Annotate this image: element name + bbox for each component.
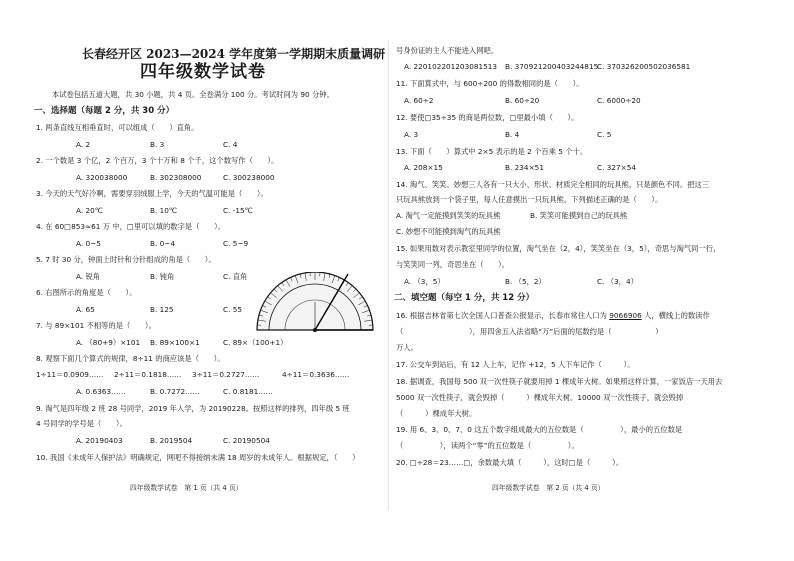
option: C. 300238000 [223, 173, 275, 182]
question-20: 20. □÷28＝23……□，余数最大填（ ），这时□是（ ）。 [396, 458, 624, 467]
option: A. 208×15 [404, 163, 443, 172]
exam-title: 四年级数学试卷 [140, 62, 266, 82]
population-number: 9066906 [609, 311, 642, 320]
option: C. 妙想不可能摸到淘气的玩具熊 [396, 227, 501, 236]
question-10: 10. 我国《未成年人保护法》明确规定，网吧不得接纳未满 18 周岁的未成年人。根据规定，（ ） [36, 453, 360, 462]
option: B. 370921200403244815 [505, 62, 599, 71]
question-2: 2. 一个数是 3 个亿，2 个百万，3 个十万和 8 个千，这个数写作（ ）。 [36, 156, 279, 165]
option: B. 3 [150, 140, 165, 149]
option: B. 60÷20 [505, 96, 540, 105]
q16-text-pre: 16. 根据吉林省第七次全国人口普查公报显示，长春市常住人口为 [396, 311, 610, 320]
option: C. 5 [597, 130, 612, 139]
option: B. （5，2） [505, 277, 546, 286]
option: C. 6000÷20 [597, 96, 641, 105]
question-19: 19. 用 6、3、0、7、0 这五个数字组成最大的五位数是（ ），最小的五位数是 [396, 425, 683, 434]
question-13: 13. 下面（ ）算式中 2×5 表示的是 2 个百乘 5 个十。 [396, 147, 588, 156]
page-footer-1: 四年级数学试卷 第 1 页（共 4 页） [130, 484, 243, 492]
option: A. 2 [76, 140, 91, 149]
exam-note: 本试卷包括五道大题，共 30 小题，共 4 页。全卷满分 100 分。考试时间为 90 分钟。 [52, 90, 334, 99]
pattern-item: 3÷11＝0.2727…… [192, 370, 260, 379]
option: B. 笑笑可能摸到自己的玩具熊 [530, 211, 628, 220]
question-14-cont: 只玩具熊放到一个袋子里，每人任意摸出一只玩具熊。下列描述正确的是（ ）。 [396, 195, 663, 204]
q16-text-post: 人，横线上的数读作 [641, 311, 710, 320]
option: C. 4 [223, 140, 238, 149]
option: B. 302308000 [150, 173, 202, 182]
option: A. 0.6363…… [76, 387, 126, 396]
question-18: 18. 据调查，我国每 500 双一次性筷子就要用掉 1 棵成年大树。如果照这样计算，一家饭店一天用去 [396, 377, 723, 386]
option: A. 0~5 [76, 239, 101, 248]
option: C. 20190504 [223, 436, 270, 445]
option: B. 0~4 [150, 239, 176, 248]
option: A. 65 [76, 305, 95, 314]
question-9: 9. 淘气是四年级 2 班 28 号同学，2019 年入学，为 20190228。按照这样的排列，四年级 5 班 [36, 404, 350, 413]
question-12: 12. 要使□35÷35 的商是两位数，□里最小填（ ）。 [396, 113, 579, 122]
option: C. （3，4） [597, 277, 638, 286]
question-18-end: （ ）棵成年大树。 [396, 409, 477, 418]
exam-header: 长春经开区 2023—2024 学年度第一学期期末质量调研 [82, 47, 386, 61]
question-15: 15. 如果用数对表示教室里同学的位置，淘气坐在（2，4），笑笑坐在（3，5），奇思与淘气同一行， [396, 244, 721, 253]
question-10-cont: 号身份证的主人不能进入网吧。 [396, 46, 499, 55]
option: B. 4 [505, 130, 520, 139]
question-11: 11. 下面算式中，与 600÷200 的得数相同的是（ ）。 [396, 79, 584, 88]
option: A. 淘气一定能摸到笑笑的玩具熊 [396, 211, 501, 220]
option: A. 320038000 [76, 173, 128, 182]
pattern-item: 1÷11＝0.0909…… [36, 370, 104, 379]
question-16-end: 万人。 [396, 343, 418, 352]
option: B. 10℃ [150, 206, 178, 215]
option: C. 327×54 [597, 163, 637, 172]
option: A. （3，5） [404, 277, 445, 286]
pattern-item: 2÷11＝0.1818…… [114, 370, 182, 379]
option: C. 55 [223, 305, 243, 314]
section-heading-fill: 二、填空题（每空 1 分，共 12 分） [394, 293, 535, 303]
option: C. -15℃ [223, 206, 253, 215]
option: C. 370326200502036581 [597, 62, 691, 71]
option: A. （80+9）×101 [76, 338, 141, 347]
question-17: 17. 公交车到站后，有 12 人上车，记作 +12，5 人下车记作（ ）。 [396, 360, 635, 369]
option: B. 89×100×1 [150, 338, 200, 347]
section-heading-choice: 一、选择题（每题 2 分，共 30 分） [34, 106, 175, 116]
option: B. 2019504 [150, 436, 193, 445]
page-divider [388, 40, 389, 510]
option: C. 5~9 [223, 239, 249, 248]
question-14: 14. 淘气、笑笑、妙想三人各有一只大小、形状、材质完全相同的玩具熊，只是颜色不同。把这三 [396, 180, 710, 189]
question-5: 5. 7 时 30 分，钟面上时针和分针组成的角是（ ）。 [36, 255, 216, 264]
question-6: 6. 右图所示的角度是（ ）。 [36, 288, 137, 297]
option: B. 0.7272…… [150, 387, 200, 396]
question-19-cont: （ ），读两个“零”的五位数是（ ）。 [396, 441, 579, 450]
question-16-cont: （ ），用四舍五入法省略“万”后面的尾数约是（ ） [396, 327, 663, 336]
option: B. 234×51 [505, 163, 544, 172]
option: B. 125 [150, 305, 174, 314]
question-16 [396, 311, 710, 320]
question-9-cont: 4 号同学的学号是（ ）。 [36, 419, 127, 428]
option: A. 20℃ [76, 206, 103, 215]
option: C. 直角 [223, 272, 248, 281]
option: B. 钝角 [150, 272, 175, 281]
option: C. 0.8181…… [223, 387, 273, 396]
question-7: 7. 与 89×101 不相等的是（ ）。 [36, 321, 156, 330]
option: C. 89×（100+1） [223, 338, 288, 347]
question-4: 4. 在 60□853≈61 万 中，□里可以填的数字是（ ）。 [36, 222, 226, 231]
question-8: 8. 观察下面几个算式的规律，8÷11 的商应该是（ ）。 [36, 354, 225, 363]
option: A. 20190403 [76, 436, 123, 445]
option: A. 3 [404, 130, 419, 139]
question-3: 3. 今天的天气好冷啊，需要穿羽绒服上学，今天的气温可能是（ ）。 [36, 189, 268, 198]
option: A. 60÷2 [404, 96, 434, 105]
option: A. 220102201203081513 [404, 62, 498, 71]
question-1: 1. 两条直线互相垂直时，可以组成（ ）直角。 [36, 123, 199, 132]
question-15-cont: 与笑笑同一列，奇思坐在（ ）。 [396, 260, 510, 269]
page-footer-2: 四年级数学试卷 第 2 页（共 4 页） [492, 484, 605, 492]
pattern-item: 4÷11＝0.3636…… [282, 370, 350, 379]
protractor-figure [255, 272, 375, 334]
option: A. 锐角 [76, 272, 101, 281]
question-18-cont: 5000 双一次性筷子，就会毁掉（ ）棵成年大树。10000 双一次性筷子，就会毁掉 [396, 393, 684, 402]
